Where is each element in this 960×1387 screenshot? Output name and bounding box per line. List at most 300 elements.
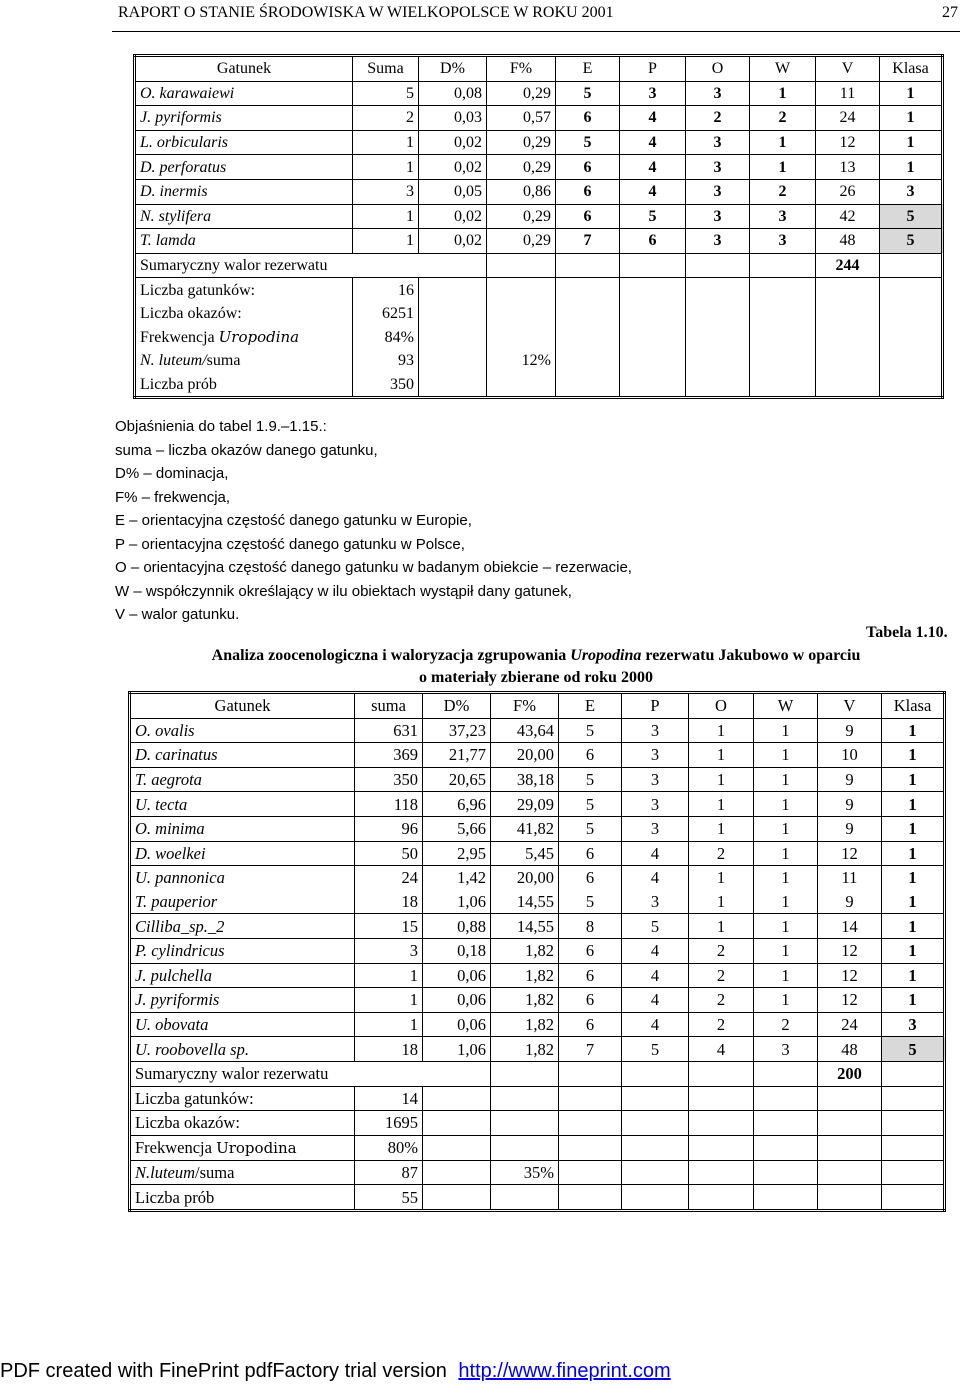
sum-value: 200: [818, 1061, 882, 1086]
cell: 0,02: [419, 155, 487, 180]
cell: 41,82: [491, 816, 559, 841]
frequency-value: 80%: [355, 1135, 423, 1160]
table-number: Tabela 1.10.: [866, 624, 948, 641]
col-header: W: [750, 56, 816, 82]
cell: 0,06: [423, 988, 491, 1013]
cell: 1: [355, 963, 423, 988]
species-name: U. obovata: [130, 1012, 355, 1037]
cell: 1: [880, 155, 943, 180]
cell: 1: [882, 792, 945, 817]
cell: 118: [355, 792, 423, 817]
col-header: E: [559, 693, 622, 719]
species-name: O. minima: [130, 816, 355, 841]
cell: 0,02: [419, 229, 487, 254]
table-row: [130, 841, 945, 866]
samples: 350: [353, 373, 419, 398]
cell: 1: [880, 81, 943, 106]
cell: 1: [754, 767, 818, 792]
cell: 18: [355, 890, 423, 914]
cell: 5: [880, 229, 943, 254]
note-line: O – orientacyjna częstość danego gatunku w badanym obiekcie – rezerwacie,: [115, 559, 632, 576]
cell: 1: [689, 792, 754, 817]
cell: 4: [620, 179, 686, 204]
cell: 3: [754, 1037, 818, 1062]
cell: 5: [559, 890, 622, 914]
cell: 2: [686, 106, 750, 131]
note-line: F% – frekwencja,: [115, 488, 231, 506]
samples-row: [135, 373, 943, 398]
cell: 4: [689, 1037, 754, 1062]
cell: 350: [355, 767, 423, 792]
species-name: Cilliba_sp._2: [130, 914, 355, 939]
specimens-label: Liczba okazów:: [130, 1111, 355, 1136]
cell: 14,55: [491, 914, 559, 939]
cell: 1: [353, 155, 419, 180]
cell: 5,66: [423, 816, 491, 841]
species-name: J. pyriformis: [135, 106, 353, 131]
cell: 1: [882, 914, 945, 939]
table-row: [130, 866, 945, 890]
cell: 6: [559, 938, 622, 963]
cell: 0,29: [487, 155, 556, 180]
species-count: 16: [353, 278, 419, 302]
cell: 3: [622, 743, 689, 768]
cell: 3: [622, 792, 689, 817]
cell: 2: [353, 106, 419, 131]
samples-label: Liczba prób: [135, 373, 353, 398]
cell: 3: [686, 204, 750, 229]
cell: 43,64: [491, 718, 559, 743]
cell: 1: [754, 963, 818, 988]
cell: 1: [882, 938, 945, 963]
cell: 1: [689, 890, 754, 914]
table-row: [130, 816, 945, 841]
cell: 9: [818, 816, 882, 841]
species-name: T. lamda: [135, 229, 353, 254]
cell: 0,02: [419, 204, 487, 229]
specimens-row: [130, 1111, 945, 1136]
luteum-row: [135, 349, 943, 373]
cell: 1,82: [491, 1012, 559, 1037]
cell: 1: [754, 988, 818, 1013]
cell: 4: [622, 963, 689, 988]
cell: 2: [689, 988, 754, 1013]
cell: 24: [816, 106, 880, 131]
summary-row: [130, 1061, 945, 1086]
cell: 0,29: [487, 130, 556, 155]
cell: 1: [754, 792, 818, 817]
table-row: [135, 106, 943, 131]
col-header: Gatunek: [130, 693, 355, 719]
species-name: D. woelkei: [130, 841, 355, 866]
cell: 3: [686, 179, 750, 204]
cell: 1: [689, 718, 754, 743]
specimens-row: [135, 302, 943, 326]
cell: 1: [754, 841, 818, 866]
cell: 3: [622, 816, 689, 841]
col-header: O: [686, 56, 750, 82]
luteum-percent: 12%: [487, 349, 556, 373]
sum-label: Sumaryczny walor rezerwatu: [130, 1061, 491, 1086]
cell: 1: [750, 130, 816, 155]
col-header: O: [689, 693, 754, 719]
frequency-row: [130, 1135, 945, 1160]
cell: 1: [750, 81, 816, 106]
cell: 0,29: [487, 81, 556, 106]
cell: 50: [355, 841, 423, 866]
cell: 24: [818, 1012, 882, 1037]
luteum-row: [130, 1160, 945, 1185]
cell: 5: [559, 718, 622, 743]
cell: 7: [556, 229, 620, 254]
cell: 14: [818, 914, 882, 939]
cell: 3: [622, 890, 689, 914]
cell: 1: [882, 890, 945, 914]
cell: 3: [880, 179, 943, 204]
frequency-row: [135, 326, 943, 350]
cell: 4: [622, 866, 689, 890]
table-row: [135, 204, 943, 229]
col-header: V: [816, 56, 880, 82]
col-header: W: [754, 693, 818, 719]
cell: 1: [882, 767, 945, 792]
species-name: O. ovalis: [130, 718, 355, 743]
cell: 48: [818, 1037, 882, 1062]
luteum-label: N.luteum/suma: [130, 1160, 355, 1185]
cell: 1: [882, 866, 945, 890]
species-name: P. cylindricus: [130, 938, 355, 963]
cell: 6: [559, 1012, 622, 1037]
cell: 3: [620, 81, 686, 106]
cell: 5: [620, 204, 686, 229]
cell: 1,82: [491, 963, 559, 988]
note-line: D% – dominacja,: [115, 465, 229, 482]
col-header: E: [556, 56, 620, 82]
species-count-row: [130, 1086, 945, 1111]
cell: 0,88: [423, 914, 491, 939]
cell: 3: [355, 938, 423, 963]
cell: 3: [882, 1012, 945, 1037]
cell: 1: [882, 988, 945, 1013]
cell: 5: [559, 792, 622, 817]
cell: 29,09: [491, 792, 559, 817]
col-header: Suma: [353, 56, 419, 82]
table-row: [130, 743, 945, 768]
cell: 12: [818, 988, 882, 1013]
table-row: [130, 792, 945, 817]
cell: 1: [754, 816, 818, 841]
cell: 5: [556, 81, 620, 106]
cell: 1: [754, 743, 818, 768]
species-name: U. roobovella sp.: [130, 1037, 355, 1062]
cell: 6: [559, 743, 622, 768]
species-name: D. perforatus: [135, 155, 353, 180]
cell: 3: [686, 81, 750, 106]
species-count-label: Liczba gatunków:: [135, 278, 353, 302]
cell: 1: [689, 816, 754, 841]
cell: 1: [882, 718, 945, 743]
table-row: [130, 890, 945, 914]
cell: 0,86: [487, 179, 556, 204]
cell: 1: [689, 866, 754, 890]
species-name: U. tecta: [130, 792, 355, 817]
cell: 15: [355, 914, 423, 939]
cell: 96: [355, 816, 423, 841]
samples: 55: [355, 1185, 423, 1211]
cell: 2: [689, 938, 754, 963]
col-header: P: [620, 56, 686, 82]
cell: 10: [818, 743, 882, 768]
cell: 21,77: [423, 743, 491, 768]
cell: 20,00: [491, 743, 559, 768]
cell: 6: [620, 229, 686, 254]
luteum-percent: 35%: [491, 1160, 559, 1185]
cell: 369: [355, 743, 423, 768]
table-row: [130, 718, 945, 743]
cell: 6: [556, 106, 620, 131]
notes-section: [115, 415, 632, 627]
luteum-label: N. luteum/suma: [135, 349, 353, 373]
species-count-label: Liczba gatunków:: [130, 1086, 355, 1111]
pdf-footer: [0, 1360, 671, 1383]
frequency-label: Frekwencja Uropodina: [135, 326, 353, 350]
cell: 11: [816, 81, 880, 106]
cell: 4: [622, 938, 689, 963]
cell: 5: [880, 204, 943, 229]
cell: 37,23: [423, 718, 491, 743]
specimens-label: Liczba okazów:: [135, 302, 353, 326]
note-line: P – orientacyjna częstość danego gatunku w Polsce,: [115, 535, 465, 553]
cell: 9: [818, 890, 882, 914]
cell: 631: [355, 718, 423, 743]
cell: 0,29: [487, 204, 556, 229]
cell: 9: [818, 792, 882, 817]
cell: 1: [355, 988, 423, 1013]
cell: 3: [686, 130, 750, 155]
cell: 0,29: [487, 229, 556, 254]
cell: 1: [353, 130, 419, 155]
cell: 4: [620, 155, 686, 180]
cell: 0,02: [419, 130, 487, 155]
col-header: Klasa: [882, 693, 945, 719]
cell: 18: [355, 1037, 423, 1062]
cell: 1: [880, 130, 943, 155]
cell: 20,65: [423, 767, 491, 792]
cell: 1: [355, 1012, 423, 1037]
specimens: 6251: [353, 302, 419, 326]
cell: 1: [353, 229, 419, 254]
species-name: D. inermis: [135, 179, 353, 204]
note-line: E – orientacyjna częstość danego gatunku w Europie,: [115, 512, 472, 529]
cell: 1: [754, 718, 818, 743]
table-row: [135, 179, 943, 204]
cell: 5: [353, 81, 419, 106]
table-caption: Analiza zoocenologiczna i waloryzacja zgrupowania Uropodina rezerwatu Jakubowo w oparciu o materiały zbierane od roku 2000: [211, 647, 861, 686]
table-row: [130, 988, 945, 1013]
cell: 2: [754, 1012, 818, 1037]
species-name: T. aegrota: [130, 767, 355, 792]
cell: 12: [818, 841, 882, 866]
cell: 6: [559, 841, 622, 866]
cell: 8: [559, 914, 622, 939]
table-row: [135, 229, 943, 254]
cell: 3: [750, 204, 816, 229]
frequency-value: 84%: [353, 326, 419, 350]
table-2: [128, 691, 946, 1212]
table-header-row: [130, 693, 945, 719]
cell: 5: [622, 914, 689, 939]
cell: 6: [556, 204, 620, 229]
cell: 0,05: [419, 179, 487, 204]
cell: 1: [754, 938, 818, 963]
cell: 1: [882, 816, 945, 841]
species-name: N. stylifera: [135, 204, 353, 229]
cell: 4: [622, 841, 689, 866]
cell: 2: [689, 1012, 754, 1037]
cell: 5: [559, 816, 622, 841]
col-header: D%: [423, 693, 491, 719]
cell: 0,06: [423, 963, 491, 988]
note-line: Objaśnienia do tabel 1.9.–1.15.:: [115, 418, 327, 435]
table-1: [133, 54, 944, 399]
cell: 4: [620, 106, 686, 131]
summary-row: [135, 253, 943, 278]
cell: 5: [882, 1037, 945, 1062]
cell: 42: [816, 204, 880, 229]
table-row: [130, 1037, 945, 1062]
cell: 3: [750, 229, 816, 254]
cell: 24: [355, 866, 423, 890]
species-name: J. pyriformis: [130, 988, 355, 1013]
cell: 11: [818, 866, 882, 890]
cell: 1: [754, 914, 818, 939]
luteum-value: 87: [355, 1160, 423, 1185]
cell: 26: [816, 179, 880, 204]
col-header: D%: [419, 56, 487, 82]
cell: 4: [620, 130, 686, 155]
species-name: O. karawaiewi: [135, 81, 353, 106]
cell: 1: [880, 106, 943, 131]
cell: 1: [882, 841, 945, 866]
table-row: [135, 155, 943, 180]
cell: 13: [816, 155, 880, 180]
cell: 7: [559, 1037, 622, 1062]
cell: 1: [882, 743, 945, 768]
cell: 0,57: [487, 106, 556, 131]
col-header: suma: [355, 693, 423, 719]
cell: 1,42: [423, 866, 491, 890]
cell: 5: [622, 1037, 689, 1062]
cell: 1: [754, 866, 818, 890]
cell: 3: [622, 767, 689, 792]
cell: 1: [882, 963, 945, 988]
cell: 0,18: [423, 938, 491, 963]
cell: 1,82: [491, 1037, 559, 1062]
cell: 3: [622, 718, 689, 743]
table-row: [135, 81, 943, 106]
samples-row: [130, 1185, 945, 1211]
cell: 3: [686, 229, 750, 254]
cell: 0,06: [423, 1012, 491, 1037]
table-header-row: [135, 56, 943, 82]
table-row: [130, 914, 945, 939]
cell: 1: [353, 204, 419, 229]
cell: 2: [750, 179, 816, 204]
cell: 14,55: [491, 890, 559, 914]
species-name: J. pulchella: [130, 963, 355, 988]
cell: 6: [559, 866, 622, 890]
cell: 1,06: [423, 890, 491, 914]
cell: 5: [556, 130, 620, 155]
cell: 6: [556, 179, 620, 204]
col-header: V: [818, 693, 882, 719]
cell: 1: [689, 767, 754, 792]
cell: 2: [689, 963, 754, 988]
col-header: P: [622, 693, 689, 719]
species-count: 14: [355, 1086, 423, 1111]
species-count-row: [135, 278, 943, 302]
footer-link[interactable]: http://www.fineprint.com: [458, 1360, 671, 1382]
cell: 12: [818, 963, 882, 988]
col-header: F%: [487, 56, 556, 82]
cell: 2: [750, 106, 816, 131]
species-name: L. orbicularis: [135, 130, 353, 155]
cell: 6: [559, 963, 622, 988]
table-row: [130, 1012, 945, 1037]
species-name: T. pauperior: [130, 890, 355, 914]
table-row: [130, 963, 945, 988]
table-row: [135, 130, 943, 155]
cell: 1: [750, 155, 816, 180]
cell: 0,08: [419, 81, 487, 106]
cell: 1,82: [491, 938, 559, 963]
cell: 6: [559, 988, 622, 1013]
cell: 3: [353, 179, 419, 204]
note-line: W – współczynnik określający w ilu obiektach wystąpił dany gatunek,: [115, 582, 572, 600]
cell: 5: [559, 767, 622, 792]
sum-value: 244: [816, 253, 880, 278]
cell: 9: [818, 718, 882, 743]
note-line: suma – liczba okazów danego gatunku,: [115, 441, 378, 459]
cell: 1,06: [423, 1037, 491, 1062]
page-number: 27: [942, 4, 958, 21]
cell: 12: [816, 130, 880, 155]
cell: 4: [622, 988, 689, 1013]
cell: 6,96: [423, 792, 491, 817]
col-header: F%: [491, 693, 559, 719]
table-row: [130, 767, 945, 792]
cell: 2,95: [423, 841, 491, 866]
specimens: 1695: [355, 1111, 423, 1136]
cell: 1,82: [491, 988, 559, 1013]
cell: 1: [754, 890, 818, 914]
note-line: V – walor gatunku.: [115, 606, 240, 623]
footer-text: PDF created with FinePrint pdfFactory trial version: [0, 1360, 447, 1382]
samples-label: Liczba prób: [130, 1185, 355, 1211]
cell: 0,03: [419, 106, 487, 131]
species-name: U. pannonica: [130, 866, 355, 890]
cell: 6: [556, 155, 620, 180]
cell: 20,00: [491, 866, 559, 890]
report-title: RAPORT O STANIE ŚRODOWISKA W WIELKOPOLSCE W ROKU 2001: [118, 4, 614, 21]
cell: 4: [622, 1012, 689, 1037]
cell: 38,18: [491, 767, 559, 792]
page-header: [112, 0, 960, 32]
luteum-value: 93: [353, 349, 419, 373]
col-header: Gatunek: [135, 56, 353, 82]
cell: 48: [816, 229, 880, 254]
cell: 5,45: [491, 841, 559, 866]
